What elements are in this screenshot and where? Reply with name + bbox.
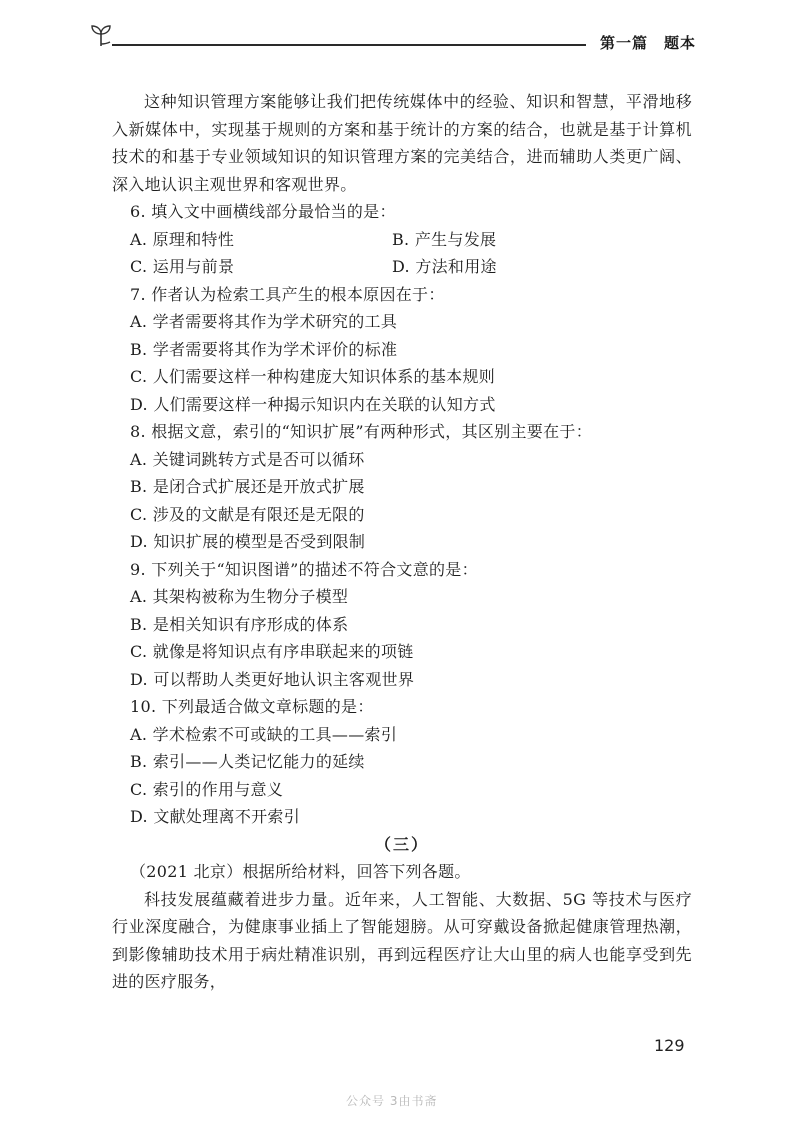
- option-c: C. 人们需要这样一种构建庞大知识体系的基本规则: [130, 367, 496, 386]
- option-d: D. 方法和用途: [392, 257, 497, 276]
- option-d: D. 知识扩展的模型是否受到限制: [130, 532, 366, 551]
- option-c: C. 运用与前景: [130, 257, 235, 276]
- option-a: A. 关键词跳转方式是否可以循环: [130, 449, 365, 469]
- header-rule: [112, 44, 586, 46]
- question-stem: 8. 根据文意，索引的“知识扩展”有两种形式，其区别主要在于：: [130, 422, 593, 441]
- option-a: A. 其架构被称为生物分子模型: [130, 587, 349, 606]
- section-paragraph: 科技发展蕴藏着进步力量。近年来，人工智能、大数据、5G 等技术与医疗行业深度融合，为健康事业插上了智能翅膀。从可穿戴设备掀起健康管理热潮，到影像辅助技术用于病灶精准识别，再到远程医疗让大山里的病人也能享受到先进的医疗服务，: [112, 889, 692, 991]
- option-c: C. 索引的作用与意义: [130, 779, 284, 799]
- option-b: B. 索引——人类记忆能力的延续: [130, 752, 365, 771]
- option-d: D. 可以帮助人类更好地认识主客观世界: [130, 669, 415, 689]
- watermark: 公众号 3由书斋: [346, 1094, 438, 1108]
- option-b: B. 是闭合式扩展还是开放式扩展: [130, 477, 365, 496]
- header-title: 第一篇 题本: [600, 34, 697, 52]
- option-d: D. 人们需要这样一种揭示知识内在关联的认知方式: [130, 394, 496, 414]
- option-row: [130, 253, 692, 281]
- option-d: D. 文献处理离不开索引: [130, 807, 301, 826]
- question-stem: 7. 作者认为检索工具产生的根本原因在于：: [130, 284, 445, 304]
- question-stem: 6. 填入文中画横线部分最恰当的是：: [130, 202, 396, 221]
- option-b: B. 学者需要将其作为学术评价的标准: [130, 339, 398, 359]
- section-title: （三）: [374, 834, 429, 854]
- page-content: [112, 88, 692, 996]
- option-b: B. 是相关知识有序形成的体系: [130, 614, 349, 634]
- option-c: C. 就像是将知识点有序串联起来的项链: [130, 642, 414, 661]
- option-c: C. 涉及的文献是有限还是无限的: [130, 504, 365, 524]
- sprout-icon: [88, 22, 114, 48]
- option-a: A. 原理和特性: [130, 229, 235, 249]
- passage-paragraph: 这种知识管理方案能够让我们把传统媒体中的经验、知识和智慧，平滑地移入新媒体中，实现基于规则的方案和基于统计的方案的结合，也就是基于计算机技术的和基于专业领域知识的知识管理方案的完美结合，进而辅助人类更广阔、深入地认识主观世界和客观世界。: [112, 92, 692, 194]
- option-row: [130, 226, 692, 254]
- question-stem: 9. 下列关于“知识图谱”的描述不符合文意的是：: [130, 559, 478, 579]
- question-stem: 10. 下列最适合做文章标题的是：: [130, 697, 374, 716]
- option-b: B. 产生与发展: [392, 229, 497, 249]
- section-source: （2021 北京）根据所给材料，回答下列各题。: [130, 862, 471, 881]
- page-number: 129: [654, 1036, 685, 1055]
- option-a: A. 学术检索不可或缺的工具——索引: [130, 724, 398, 744]
- option-a: A. 学者需要将其作为学术研究的工具: [130, 312, 398, 331]
